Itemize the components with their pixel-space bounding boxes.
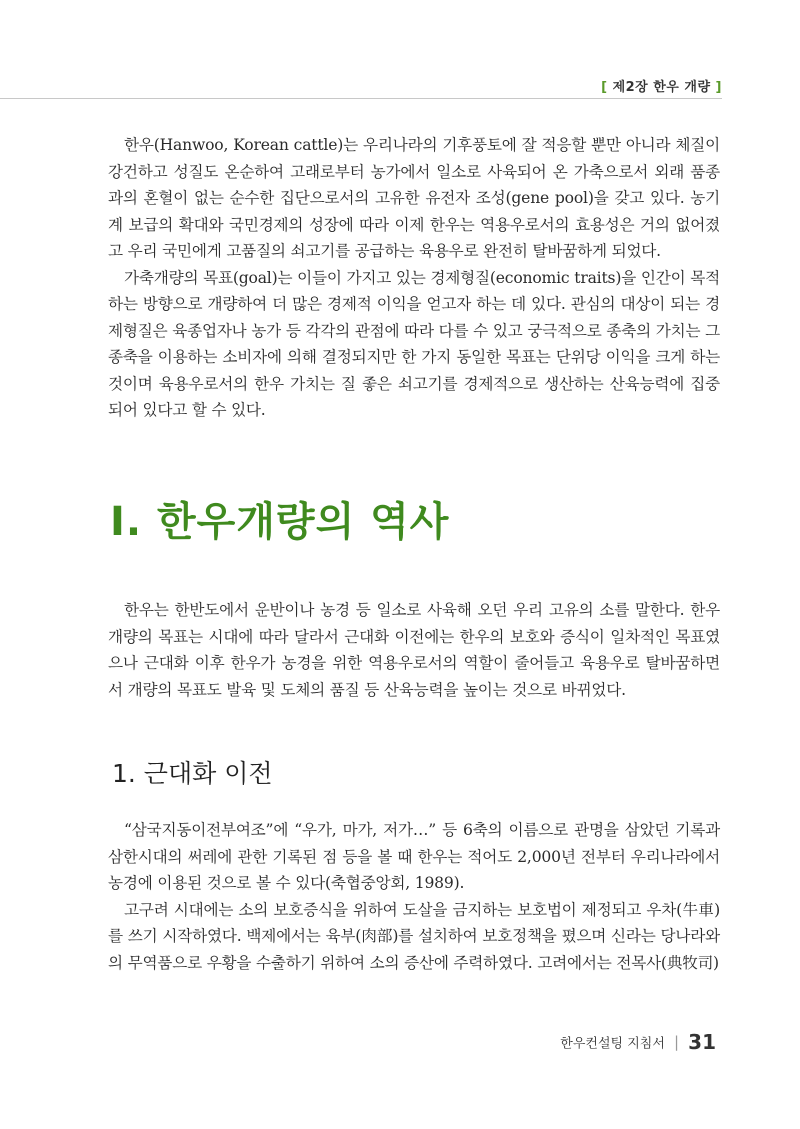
section-body (108, 597, 720, 703)
intro-paragraph-2: 가축개량의 목표(goal)는 이들이 가지고 있는 경제형질(economic traits)을 인간이 목적하는 방향으로 개량하여 더 많은 경제적 이익을 얻고자 하는 데 있다. 관심의 대상이 되는 경제형질은 육종업자나 농가 등 각각의 관점에 따라 다를 수 있고 궁극적으로 종축의 가치는 그 종축을 이용하는 소비자에 의해 결정되지만 한 가지 동일한 목표는 단위당 이익을 크게 하는 것이며 육용우로서의 한우 가치는 질 좋은 쇠고기를 경제적으로 생산하는 산육능력에 집중되어 있다고 할 수 있다. (108, 268, 720, 419)
section-title: Ⅰ. 한우개량의 역사 (110, 499, 450, 545)
intro-block (108, 132, 720, 424)
header-bracket-open: [ (601, 80, 608, 95)
section-paragraph-1: 한우는 한반도에서 운반이나 농경 등 일소로 사육해 오던 우리 고유의 소를 말한다. 한우개량의 목표는 시대에 따라 달라서 근대화 이전에는 한우의 보호와 증식이 일차적인 목표였으나 근대화 이후 한우가 농경을 위한 역용우로서의 역할이 줄어들고 육용우로 탈바꿈하면서 개량의 목표도 발육 및 도체의 품질 등 산육능력을 높이는 것으로 바뀌었다. (108, 601, 720, 699)
subsection-paragraph-1: “삼국지동이전부여조”에 “우가, 마가, 저가…” 등 6축의 이름으로 관명을 삼았던 기록과 삼한시대의 써레에 관한 기록된 점 등을 볼 때 한우는 적어도 2,000년 전부터 우리나라에서 농경에 이용된 것으로 볼 수 있다(축협중앙회, 1989). (108, 821, 720, 892)
header-rule (0, 98, 722, 99)
page-footer (560, 1030, 716, 1054)
footer-book-title: 한우컨설팅 지침서 (560, 1036, 665, 1052)
subsection-body (108, 817, 720, 976)
chapter-label: 제2장 한우 개량 (612, 80, 711, 95)
header-bracket-close: ] (715, 80, 722, 95)
subsection-title: 1. 근대화 이전 (112, 759, 273, 788)
intro-paragraph-1: 한우(Hanwoo, Korean cattle)는 우리나라의 기후풍토에 잘 적응할 뿐만 아니라 체질이 강건하고 성질도 온순하여 고래로부터 농가에서 일소로 사육되어 온 가축으로서 외래 품종과의 혼혈이 없는 순수한 집단으로서의 고유한 유전자 조성(gene pool)을 갖고 있다. 농기계 보급의 확대와 국민경제의 성장에 따라 이제 한우는 역용우로서의 효용성은 거의 없어졌고 우리 국민에게 고품질의 쇠고기를 공급하는 육용우로 완전히 탈바꿈하게 되었다. (108, 136, 720, 260)
subsection-paragraph-2: 고구려 시대에는 소의 보호증식을 위하여 도살을 금지하는 보호법이 제정되고 우차(牛車)를 쓰기 시작하였다. 백제에서는 육부(肉部)를 설치하여 보호정책을 폈으며 신라는 당나라와의 무역품으로 우황을 수출하기 위하여 소의 증산에 주력하였다. 고려에서는 전목사(典牧司) (108, 900, 720, 972)
page-number: 31 (688, 1030, 716, 1054)
footer-separator: | (674, 1033, 680, 1051)
chapter-header (601, 76, 722, 95)
